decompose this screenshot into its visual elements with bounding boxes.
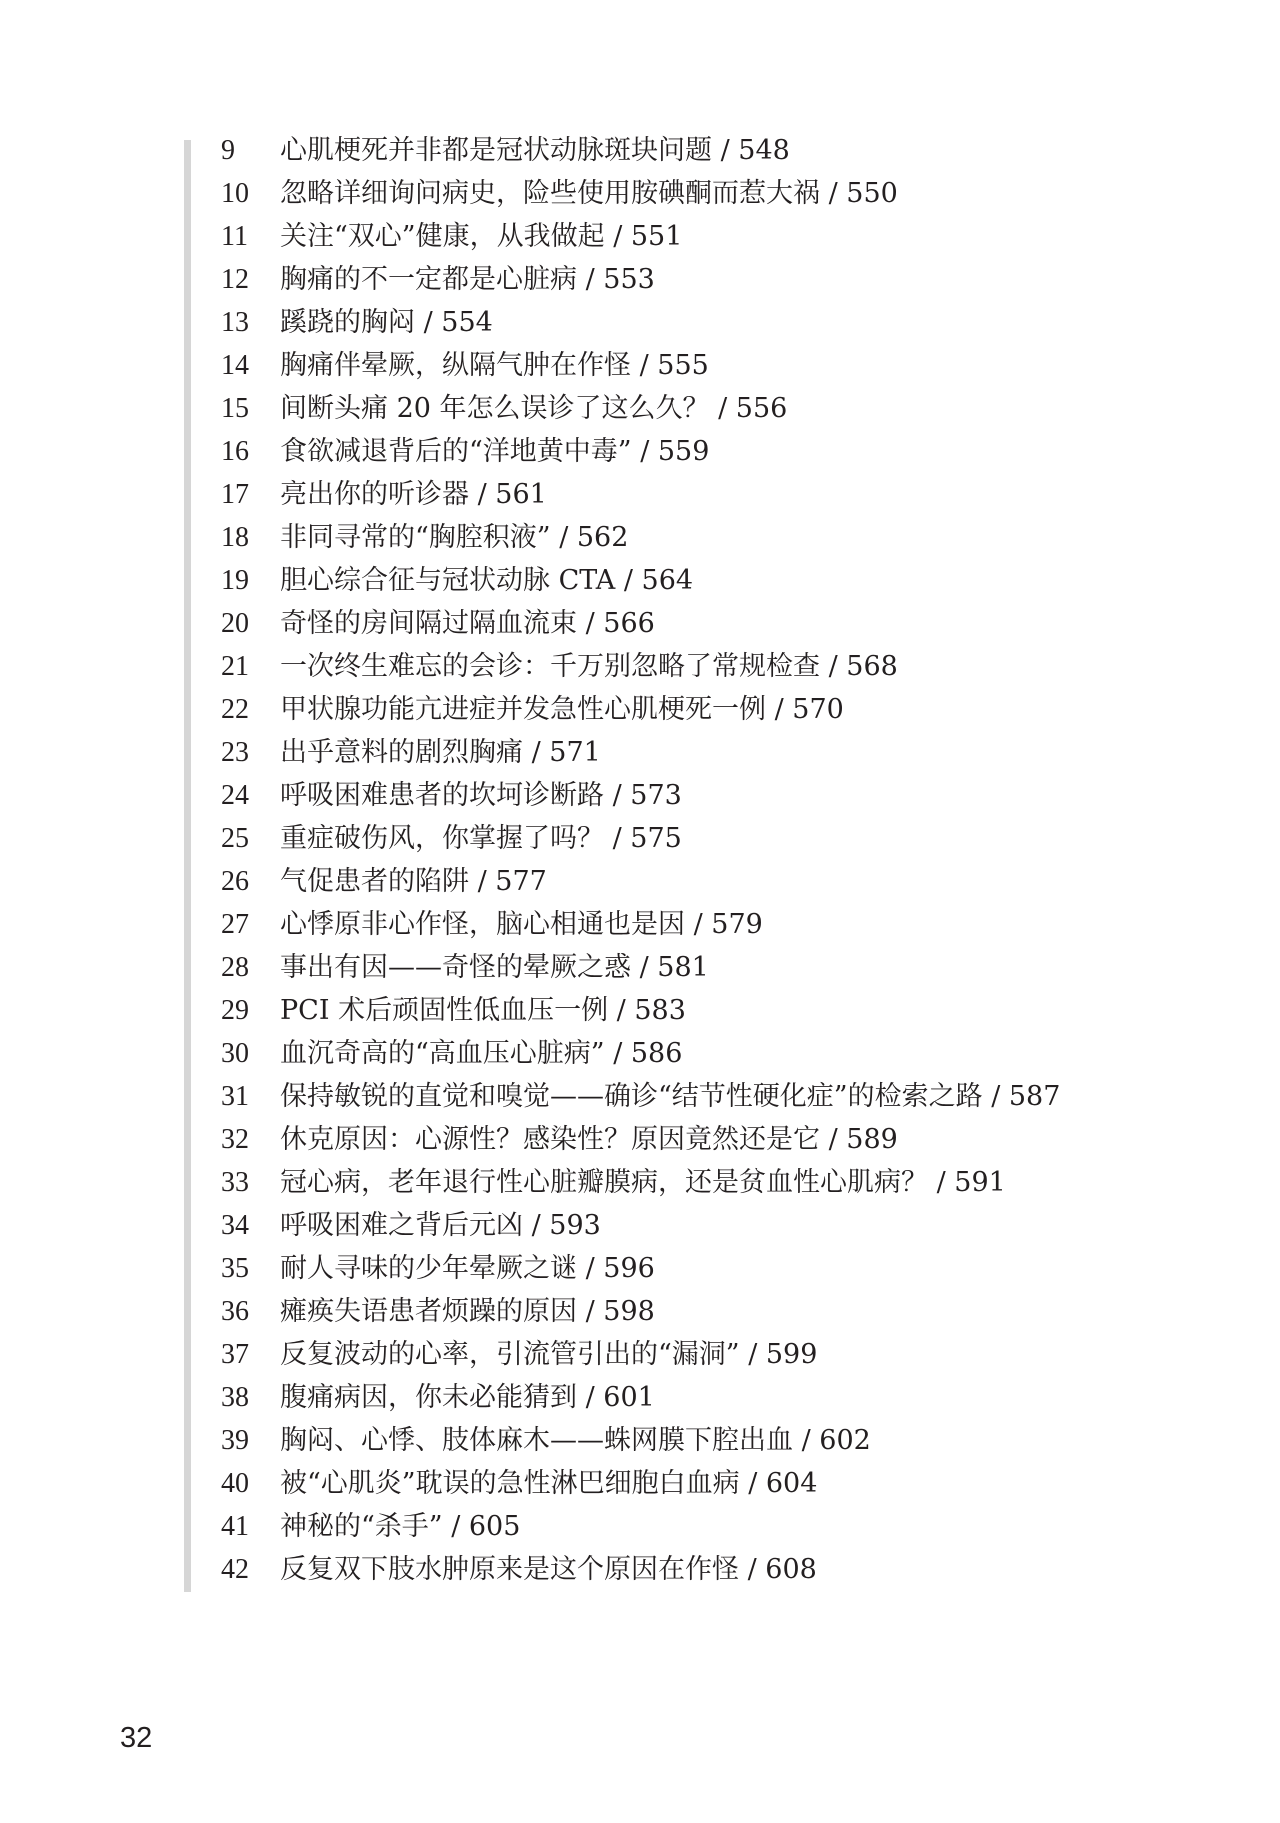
- entry-title: 反复波动的心率，引流管引出的“漏洞” / 599: [280, 1339, 818, 1370]
- entry-number: 33: [221, 1167, 249, 1198]
- entry-title: 奇怪的房间隔过隔血流束 / 566: [280, 608, 655, 639]
- entry-title: 休克原因：心源性？感染性？原因竟然还是它 / 589: [280, 1124, 898, 1155]
- entry-number: 40: [221, 1468, 249, 1499]
- entry-title: 心悸原非心作怪，脑心相通也是因 / 579: [280, 909, 763, 940]
- entry-number: 12: [221, 264, 249, 295]
- entry-number: 15: [221, 393, 249, 424]
- entry-number: 24: [221, 780, 249, 811]
- entry-title: 气促患者的陷阱 / 577: [280, 866, 547, 897]
- entry-title: 反复双下肢水肿原来是这个原因在作怪 / 608: [280, 1554, 817, 1585]
- entry-number: 26: [221, 866, 249, 897]
- entry-title: 神秘的“杀手” / 605: [280, 1511, 521, 1542]
- entry-title: 蹊跷的胸闷 / 554: [280, 307, 493, 338]
- entry-number: 37: [221, 1339, 249, 1370]
- entry-number: 23: [221, 737, 249, 768]
- entry-title: 胸痛伴晕厥，纵隔气肿在作怪 / 555: [280, 350, 709, 381]
- entry-title: 呼吸困难之背后元凶 / 593: [280, 1210, 601, 1241]
- entry-number: 41: [221, 1511, 249, 1542]
- entry-number: 20: [221, 608, 249, 639]
- entry-number: 31: [221, 1081, 249, 1112]
- entry-title: 间断头痛 20 年怎么误诊了这么久？ / 556: [280, 393, 788, 424]
- entry-number: 34: [221, 1210, 249, 1241]
- entry-number: 13: [221, 307, 249, 338]
- entry-number: 16: [221, 436, 249, 467]
- entry-number: 35: [221, 1253, 249, 1284]
- entry-title: 关注“双心”健康，从我做起 / 551: [280, 221, 683, 252]
- entry-number: 28: [221, 952, 249, 983]
- entry-title: 血沉奇高的“高血压心脏病” / 586: [280, 1038, 683, 1069]
- entry-number: 39: [221, 1425, 249, 1456]
- entry-number: 29: [221, 995, 249, 1026]
- entry-number: 36: [221, 1296, 249, 1327]
- entry-number: 10: [221, 178, 249, 209]
- entry-number: 9: [221, 135, 235, 166]
- entry-title: 保持敏锐的直觉和嗅觉——确诊“结节性硬化症”的检索之路 / 587: [280, 1081, 1061, 1112]
- entry-title: 胸闷、心悸、肢体麻木——蛛网膜下腔出血 / 602: [280, 1425, 871, 1456]
- entry-number: 38: [221, 1382, 249, 1413]
- entry-number: 17: [221, 479, 249, 510]
- entry-title: 心肌梗死并非都是冠状动脉斑块问题 / 548: [280, 135, 790, 166]
- entry-number: 22: [221, 694, 249, 725]
- entry-number: 32: [221, 1124, 249, 1155]
- entry-title: PCI 术后顽固性低血压一例 / 583: [280, 995, 686, 1026]
- entry-title: 重症破伤风，你掌握了吗？ / 575: [280, 823, 682, 854]
- entry-title: 非同寻常的“胸腔积液” / 562: [280, 522, 629, 553]
- entry-number: 14: [221, 350, 249, 381]
- page-number: 32: [120, 1722, 153, 1754]
- entry-title: 腹痛病因，你未必能猜到 / 601: [280, 1382, 655, 1413]
- entry-title: 瘫痪失语患者烦躁的原因 / 598: [280, 1296, 655, 1327]
- entry-title: 甲状腺功能亢进症并发急性心肌梗死一例 / 570: [280, 694, 844, 725]
- entry-number: 21: [221, 651, 249, 682]
- entry-title: 出乎意料的剧烈胸痛 / 571: [280, 737, 601, 768]
- entry-number: 18: [221, 522, 249, 553]
- entry-number: 42: [221, 1554, 249, 1585]
- entry-title: 一次终生难忘的会诊：千万别忽略了常规检查 / 568: [280, 651, 898, 682]
- entry-title: 冠心病，老年退行性心脏瓣膜病，还是贫血性心肌病？ / 591: [280, 1167, 1006, 1198]
- entry-title: 呼吸困难患者的坎坷诊断路 / 573: [280, 780, 682, 811]
- entry-title: 亮出你的听诊器 / 561: [280, 479, 547, 510]
- entry-title: 耐人寻味的少年晕厥之谜 / 596: [280, 1253, 655, 1284]
- entry-title: 被“心肌炎”耽误的急性淋巴细胞白血病 / 604: [280, 1468, 818, 1499]
- entry-number: 19: [221, 565, 249, 596]
- entry-number: 27: [221, 909, 249, 940]
- toc-margin-bar: [184, 140, 191, 1592]
- entry-title: 胸痛的不一定都是心脏病 / 553: [280, 264, 655, 295]
- entry-title: 食欲减退背后的“洋地黄中毒” / 559: [280, 436, 710, 467]
- entry-number: 30: [221, 1038, 249, 1069]
- entry-title: 胆心综合征与冠状动脉 CTA / 564: [280, 565, 694, 596]
- entry-title: 事出有因——奇怪的晕厥之惑 / 581: [280, 952, 709, 983]
- entry-number: 25: [221, 823, 249, 854]
- entry-title: 忽略详细询问病史，险些使用胺碘酮而惹大祸 / 550: [280, 178, 898, 209]
- entry-number: 11: [221, 221, 248, 252]
